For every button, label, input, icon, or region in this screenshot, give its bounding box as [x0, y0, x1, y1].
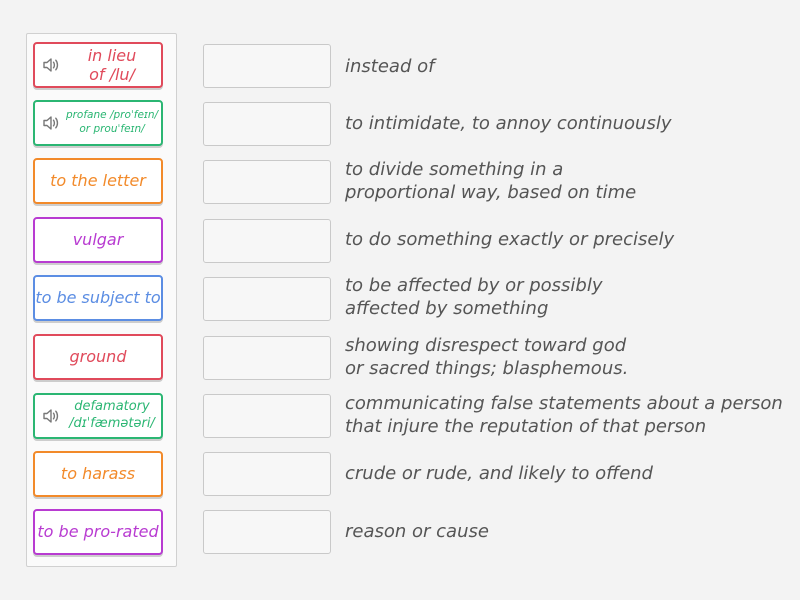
- definition-7: communicating false statements about a person that injure the reputation of that person: [345, 393, 783, 437]
- answer-card-vulgar[interactable]: [33, 217, 163, 263]
- card-label: vulgar: [72, 230, 124, 250]
- drop-slot-3[interactable]: [203, 160, 331, 204]
- answer-card-to-be-subject-to[interactable]: [33, 275, 163, 321]
- answer-card-ground[interactable]: [33, 334, 163, 380]
- answer-card-in-lieu-of[interactable]: [33, 42, 163, 88]
- answer-card-to-harass[interactable]: [33, 451, 163, 497]
- card-label: defamatory /dɪˈfæmətəri/: [69, 399, 155, 431]
- speaker-icon[interactable]: [41, 406, 61, 426]
- card-label: profane /proˈfeɪn/ or prouˈfeɪn/: [65, 109, 159, 135]
- drop-slot-4[interactable]: [203, 219, 331, 263]
- card-label: to be subject to: [35, 288, 161, 308]
- drop-slot-9[interactable]: [203, 510, 331, 554]
- definition-5: to be affected by or possibly affected by something: [345, 275, 603, 319]
- card-label: to harass: [60, 464, 136, 484]
- card-label: ground: [69, 347, 127, 367]
- definition-4: to do something exactly or precisely: [345, 228, 675, 250]
- card-label: to the letter: [50, 171, 146, 191]
- definition-8: crude or rude, and likely to offend: [345, 462, 653, 484]
- card-label: in lieu of /lu/: [87, 45, 137, 84]
- drop-slot-2[interactable]: [203, 102, 331, 146]
- card-label: to be pro-rated: [37, 522, 159, 542]
- answer-card-to-the-letter[interactable]: [33, 158, 163, 204]
- definition-2: to intimidate, to annoy continuously: [345, 112, 672, 134]
- drop-slot-1[interactable]: [203, 44, 331, 88]
- drop-slot-6[interactable]: [203, 336, 331, 380]
- definition-9: reason or cause: [345, 520, 489, 542]
- drop-slot-5[interactable]: [203, 277, 331, 321]
- definition-1: instead of: [345, 55, 435, 77]
- speaker-icon[interactable]: [41, 55, 61, 75]
- drop-slot-8[interactable]: [203, 452, 331, 496]
- answer-card-to-be-pro-rated[interactable]: [33, 509, 163, 555]
- answer-card-defamatory[interactable]: [33, 393, 163, 439]
- speaker-icon[interactable]: [41, 113, 61, 133]
- drop-slot-7[interactable]: [203, 394, 331, 438]
- definition-6: showing disrespect toward god or sacred things; blasphemous.: [345, 335, 629, 379]
- definition-3: to divide something in a proportional way, based on time: [345, 159, 637, 203]
- answer-card-profane[interactable]: [33, 100, 163, 146]
